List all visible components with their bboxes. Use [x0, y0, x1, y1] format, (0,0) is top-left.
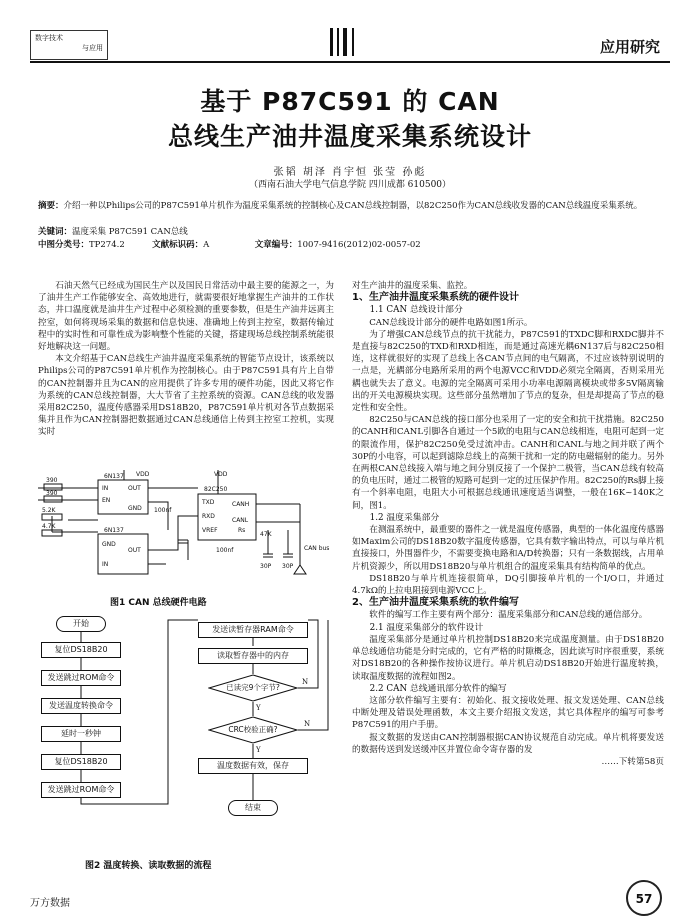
article-id-label: 文章编号：	[254, 240, 298, 250]
capacitor-c2: 100nf	[216, 547, 234, 554]
circuit-diagram	[38, 470, 338, 590]
para-can-software: 这部分软件编写主要有：初始化、报文接收处理、报文发送处理、CAN总线中断处理及错误处理函数，本文主要介绍报文发送，其它具体程序的编写可参考P87C591的用户手册。	[352, 695, 664, 731]
resistor-r1: 390	[46, 477, 58, 484]
flow-start: 开始	[56, 616, 106, 632]
authors: 张韬 胡泽 肖宇恒 张莹 孙彪	[273, 167, 427, 178]
flow-delay: 延时一秒钟	[41, 726, 121, 742]
pin-vref: VREF	[202, 527, 218, 534]
flow-read-data: 读取暂存器中的内存	[198, 648, 308, 664]
section-name: 应用研究	[599, 38, 660, 56]
figure2-flowchart	[38, 612, 338, 852]
affiliation: （西南石油大学电气信息学院 四川成都 610500）	[248, 180, 452, 190]
can-bus-label: CAN bus	[304, 545, 330, 552]
para-sensor-wiring: DS18B20与单片机连接很简单，DQ引脚接单片机的一个I/O口，并通过4.7kΩ的上拉电阻接到电源VCC上。	[352, 573, 664, 597]
pin-rs: Rs	[238, 527, 246, 534]
resistor-r4: 4.7K	[42, 523, 56, 530]
keywords	[38, 226, 188, 239]
abstract-text: 介绍一种以Philips公司的P87C591单片机作为温度采集系统的控制核心及CAN总线控制器，以82C250作为CAN总线收发器的CAN总线温度采集系统。	[63, 201, 643, 211]
journal-logo	[30, 30, 108, 60]
para-hw-intro: CAN总线设计部分的硬件电路如图1所示。	[369, 317, 533, 328]
pin-canl: CANL	[232, 517, 249, 524]
para-can-send: 报文数据的发送由CAN控制器根据CAN协议规范自动完成。单片机将要发送的数据传送到发送缓冲区并置位命令寄存器的发	[352, 732, 664, 755]
watermark: 万方数据	[30, 898, 70, 909]
flow-no-label-1: N	[302, 678, 309, 686]
flow-skip-rom-2: 发送跳过ROM命令	[41, 782, 121, 798]
flow-crc-question: CRC校验正确?	[228, 725, 278, 734]
section-1-1-heading: 1.1 CAN 总线设计部分	[369, 305, 463, 316]
capacitor-30p-2: 30P	[282, 563, 294, 570]
flow-convert: 发送温度转换命令	[41, 698, 121, 714]
resistor-rs: 47K	[260, 531, 272, 538]
intro-paragraph: 石油天然气已经成为国民生产以及国民日常活动中最主要的能源之一，为了油井生产工作能够安全、高效地进行，就需要很好地掌握生产油井的工作状态，井口温度就是油井生产过程中必须检测的重要参数，但是生产油井远离主控室，如何将现场采集的数据和信息快速、准确地上传到主控室，数据传输过程中的实时性和可靠性成为影响整个性能的关键，搭建现场总线控制系统能很好地解决这一问题。	[38, 281, 334, 353]
clc-value: TP274.2	[89, 240, 125, 250]
para-sensor: 在测温系统中，最重要的器件之一就是温度传感器，典型的一体化温度传感器如Maxim公司的DS18B20数字温度传感器，它具有数字输出特点，可以与单片机直接接口，外围器件少，不需要变换电路和A/D转换器；只有一条数据线，占用单片机资源少，所以用DS18B20与单片机组合的温度采集具有结构简单的优点。	[352, 525, 664, 572]
pin-rxd: RXD	[202, 513, 215, 520]
intro-continuation: 对生产油井的温度采集、监控。	[352, 281, 473, 291]
section-2-heading: 2、生产油井温度采集系统的软件编写	[352, 597, 519, 609]
pin-gnd-2: GND	[102, 541, 116, 548]
article-id-value: 1007-9416(2012)02-0057-02	[297, 240, 421, 250]
pin-out-2: OUT	[128, 547, 141, 554]
pin-in-2: IN	[102, 561, 109, 568]
para-temp-software: 温度采集部分是通过单片机控制DS18B20来完成温度测量。由于DS18B20单总线通信功能是分时完成的，它有严格的时隙概念，因此读写时序很重要，系统对DS18B20的各种操作按协议进行。单片机启动DS18B20开始进行温度转换，读取温度数据的流程如图2。	[352, 634, 664, 682]
overview-paragraph: 本文介绍基于CAN总线生产油井温度采集系统的智能节点设计，该系统以Philips公司的P87C591单片机作为控制核心。由于P87C591具有片上自带的CAN控制器并且为CAN的应用提供了许多专用的硬件功能，因此又将它作为系统的CAN总线控制器，大大节省了主控系统的资源。CAN总线的收发器采用82C250，温度传感器采用DS18B20，P87C591单片机对各节点数据采集并且作为CAN控制器把数据通过CAN总线通信上传到主控室工控机，实现实时	[38, 354, 334, 438]
flow-yes-label-1: Y	[256, 704, 261, 712]
page-number: 57	[626, 880, 662, 916]
figure1-circuit	[38, 470, 338, 590]
keywords-label: 关键词：	[38, 227, 73, 237]
chip1-label: 6N137	[104, 473, 124, 480]
section-1-heading: 1、生产油井温度采集系统的硬件设计	[352, 292, 519, 304]
continued-note: ……下转第58页	[601, 756, 664, 767]
pin-txd: TXD	[202, 499, 215, 506]
pin-gnd-1: GND	[128, 505, 142, 512]
doc-code-label: 文献标识码：	[152, 240, 204, 250]
figure1-caption: 图1 CAN 总线硬件电路	[110, 598, 207, 608]
flow-reset-2: 复位DS18B20	[41, 754, 121, 770]
clc-label: 中图分类号：	[38, 240, 90, 250]
para-software-intro: 软件的编写工作主要有两个部分：温度采集部分和CAN总线的通信部分。	[369, 610, 648, 621]
header-rule	[30, 61, 670, 63]
flow-yes-label-2: Y	[256, 746, 261, 754]
doc-code-value: A	[203, 240, 210, 250]
paper-title-line2: 总线生产油井温度采集系统设计	[167, 122, 532, 151]
figure2-caption: 图2 温度转换、读取数据的流程	[85, 861, 212, 871]
flow-skip-rom-1: 发送跳过ROM命令	[41, 670, 121, 686]
pin-out-1: OUT	[128, 485, 141, 492]
para-bus-protection: 82C250与CAN总线的接口部分也采用了一定的安全和抗干扰措施。82C250的CANH和CANL引脚各自通过一个5欧的电阻与CAN总线相连，电阻可起到一定的限流作用，保护82C250免受过流冲击。CANH和CANL与地之间并联了两个30P的小电容，可以起到滤除总线上的高频干扰和一定的防电磁辐射的能力。另外在两根CAN总线接入端与地之间分别反接了一个保护二极管，当CAN总线有较高的负电压时，通过二极管的短路可起到一定的过压保护作用。82C250的Rs脚上接有一个斜率电阻，电阻大小可根据总线通讯速度适当调整，一般在16K~140K之间，图1。	[352, 415, 664, 511]
capacitor-30p-1: 30P	[260, 563, 272, 570]
classification	[38, 239, 668, 252]
flow-read-cmd: 发送读暂存器RAM命令	[198, 622, 308, 638]
resistor-r3: 5.2K	[42, 507, 56, 514]
keywords-text: 温度采集 P87C591 CAN总线	[72, 227, 188, 237]
journal-logo-line1: 数字技术	[35, 34, 63, 42]
flow-save: 温度数据有效，保存	[198, 758, 308, 774]
optocoupler-2	[98, 534, 148, 574]
chip2-label: 6N137	[104, 527, 124, 534]
para-optocoupler: 为了增强CAN总线节点的抗干扰能力，P87C591的TXDC脚和RXDC脚并不是直接与82C250的TXD和RXD相连，而是通过高速光耦6N137后与82C250相连，这样就很好的实现了总线上各CAN节点间的电气隔离，不过应该特别说明的一点是，光耦部分电路所采用的两个电源VCC和VDD必须完全隔离，否则采用光耦也就失去了意义。电源的完全隔离可采用小功率电源隔离模块或带多5V隔离输出的开关电源模块实现。这些部分虽然增加了节点的复杂，但是却提高了节点的稳定性和安全性。	[352, 329, 664, 414]
transceiver-label: 82C250	[204, 486, 228, 493]
capacitor-c1: 100nf	[154, 507, 172, 514]
section-2-1-heading: 2.1 温度采集部分的软件设计	[369, 622, 484, 633]
pin-en-1: EN	[102, 497, 111, 504]
right-column-text	[352, 280, 664, 768]
pin-canh: CANH	[232, 501, 250, 508]
left-column-text	[38, 280, 334, 439]
flow-reset-1: 复位DS18B20	[41, 642, 121, 658]
vdd-label-2: VDD	[214, 471, 228, 478]
resistor-r2: 390	[46, 490, 58, 497]
flow-no-label-2: N	[304, 720, 311, 728]
flow-end: 结束	[228, 800, 278, 816]
pin-in-1: IN	[102, 485, 109, 492]
header-barcode-decoration	[330, 28, 370, 56]
paper-title-line1: 基于 P87C591 的 CAN	[200, 87, 500, 116]
abstract-label: 摘要：	[38, 201, 64, 211]
section-1-2-heading: 1.2 温度采集部分	[369, 512, 440, 523]
abstract	[38, 200, 668, 213]
vdd-label-1: VDD	[136, 471, 150, 478]
flow-done-question: 已读完9个字节?	[226, 683, 280, 692]
section-2-2-heading: 2.2 CAN 总线通讯部分软件的编写	[369, 683, 507, 694]
journal-logo-line2: 与应用	[82, 44, 103, 52]
